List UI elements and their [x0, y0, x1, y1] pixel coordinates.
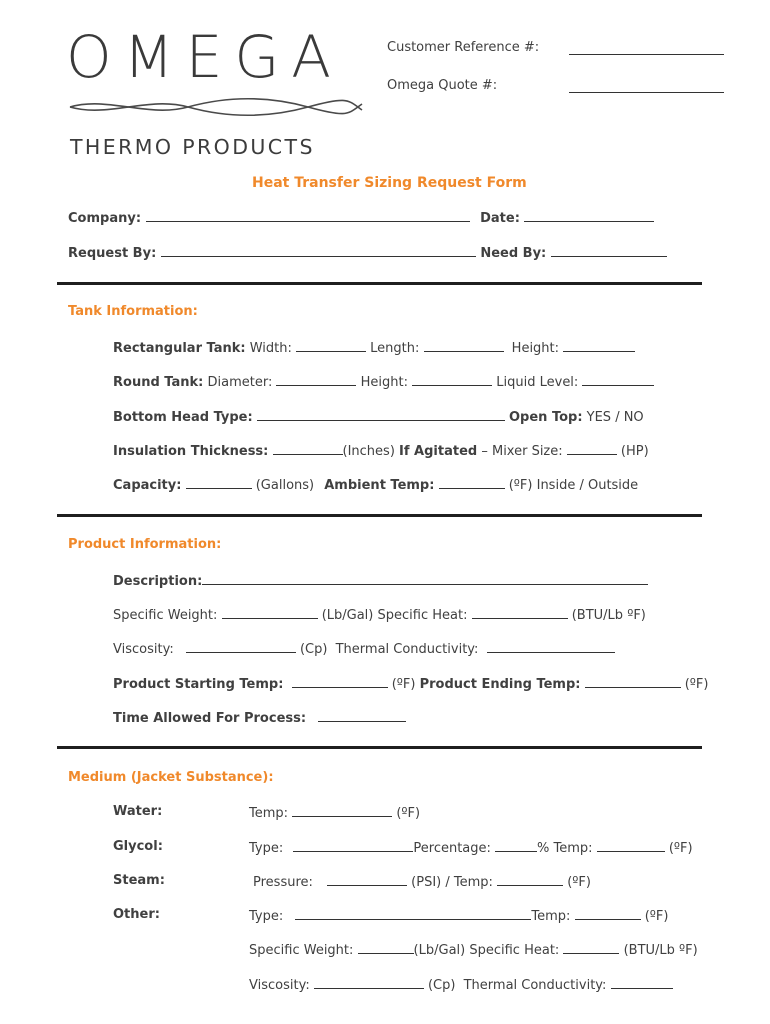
- diameter-label: Diameter:: [207, 375, 273, 390]
- other-thermal-field[interactable]: [611, 976, 673, 989]
- thermal-field[interactable]: [487, 640, 615, 653]
- mixer-size-label: – Mixer Size:: [481, 444, 563, 459]
- time-allowed-label: Time Allowed For Process:: [113, 711, 307, 726]
- height-label: Height:: [511, 341, 560, 356]
- inches-label: (Inches): [342, 444, 395, 459]
- other-specific-heat-field[interactable]: [563, 941, 619, 954]
- liquid-level-field[interactable]: [582, 373, 654, 386]
- other-viscosity-field[interactable]: [314, 976, 424, 989]
- request-by-label: Request By:: [68, 246, 157, 261]
- other-label: Other:: [113, 907, 160, 922]
- other-type-label: Type:: [249, 909, 284, 924]
- need-by-label: Need By:: [480, 246, 547, 261]
- omega-quote-label: Omega Quote #:: [387, 78, 498, 93]
- other-viscosity-row: [249, 976, 673, 993]
- other-specific-weight-field[interactable]: [358, 941, 414, 954]
- glycol-label: Glycol:: [113, 839, 163, 854]
- description-field[interactable]: [202, 572, 648, 585]
- logo-subtitle: THERMO PRODUCTS: [70, 135, 315, 159]
- date-field[interactable]: [524, 209, 654, 222]
- other-specific-weight-label: Specific Weight:: [249, 943, 354, 958]
- if-agitated-label: If Agitated: [399, 444, 478, 459]
- viscosity-label: Viscosity:: [113, 642, 174, 657]
- company-field[interactable]: [146, 209, 470, 222]
- glycol-type-field[interactable]: [293, 839, 413, 852]
- other-temp-label: Temp:: [531, 909, 571, 924]
- specific-weight-label: Specific Weight:: [113, 608, 218, 623]
- percentage-field[interactable]: [495, 839, 537, 852]
- ending-temp-field[interactable]: [585, 675, 681, 688]
- other-cp-label: (Cp): [427, 978, 456, 993]
- steam-label: Steam:: [113, 873, 165, 888]
- other-lb-gal-label: (Lb/Gal) Specific Heat:: [413, 943, 560, 958]
- other-specific-row: [249, 941, 698, 958]
- steam-temp-field[interactable]: [497, 873, 563, 886]
- insulation-field[interactable]: [273, 442, 343, 455]
- date-label: Date:: [480, 211, 520, 226]
- product-heading: Product Information:: [68, 537, 222, 552]
- description-row: [113, 572, 648, 589]
- lb-gal-label: (Lb/Gal): [321, 608, 374, 623]
- water-temp-field[interactable]: [292, 804, 392, 817]
- open-top-label: Open Top:: [508, 410, 583, 425]
- company-row: [68, 209, 654, 226]
- specific-weight-field[interactable]: [222, 606, 318, 619]
- tank-heading: Tank Information:: [68, 304, 198, 319]
- percent-temp-label: % Temp:: [537, 841, 593, 856]
- specific-heat-label: Specific Heat:: [377, 608, 468, 623]
- gallons-label: (Gallons): [255, 478, 315, 493]
- rectangular-label: Rectangular Tank:: [113, 341, 246, 356]
- request-by-field[interactable]: [161, 244, 476, 257]
- other-row: [249, 907, 668, 924]
- bottom-head-field[interactable]: [257, 408, 505, 421]
- round-row: [113, 373, 654, 390]
- ambient-unit: (ºF) Inside / Outside: [508, 478, 639, 493]
- length-field[interactable]: [424, 339, 504, 352]
- section-divider: [57, 282, 702, 285]
- percentage-label: Percentage:: [413, 841, 491, 856]
- time-allowed-row: [113, 709, 406, 726]
- other-viscosity-label: Viscosity:: [249, 978, 310, 993]
- company-label: Company:: [68, 211, 142, 226]
- medium-heading: Medium (Jacket Substance):: [68, 770, 274, 785]
- btu-label: (BTU/Lb ºF): [571, 608, 646, 623]
- starting-temp-field[interactable]: [292, 675, 388, 688]
- thermal-label: Thermal Conductivity:: [335, 642, 479, 657]
- customer-reference-field[interactable]: [569, 54, 724, 55]
- glycol-type-label: Type:: [249, 841, 284, 856]
- ending-temp-unit: (ºF): [684, 677, 709, 692]
- water-temp-unit: (ºF): [396, 806, 421, 821]
- need-by-field[interactable]: [551, 244, 667, 257]
- ambient-label: Ambient Temp:: [324, 478, 435, 493]
- viscosity-row: [113, 640, 615, 657]
- liquid-level-label: Liquid Level:: [496, 375, 579, 390]
- psi-temp-label: (PSI) / Temp:: [411, 875, 493, 890]
- other-thermal-label: Thermal Conductivity:: [463, 978, 607, 993]
- specific-heat-field[interactable]: [472, 606, 568, 619]
- round-label: Round Tank:: [113, 375, 204, 390]
- glycol-row: [249, 839, 693, 856]
- other-temp-field[interactable]: [575, 907, 641, 920]
- form-title: Heat Transfer Sizing Request Form: [252, 175, 527, 191]
- ambient-field[interactable]: [439, 476, 505, 489]
- glycol-temp-field[interactable]: [597, 839, 665, 852]
- water-row: [249, 804, 420, 821]
- length-label: Length:: [370, 341, 420, 356]
- water-label: Water:: [113, 804, 163, 819]
- pressure-field[interactable]: [327, 873, 407, 886]
- logo-wave-icon: [68, 92, 364, 122]
- width-field[interactable]: [296, 339, 366, 352]
- mixer-size-field[interactable]: [567, 442, 617, 455]
- pressure-label: Pressure:: [253, 875, 313, 890]
- other-type-field[interactable]: [295, 907, 531, 920]
- round-height-field[interactable]: [412, 373, 492, 386]
- viscosity-field[interactable]: [186, 640, 296, 653]
- section-divider: [57, 514, 702, 517]
- steam-temp-unit: (ºF): [567, 875, 591, 890]
- insulation-row: [113, 442, 649, 459]
- specific-weight-row: [113, 606, 646, 623]
- capacity-label: Capacity:: [113, 478, 182, 493]
- description-label: Description:: [113, 574, 203, 589]
- width-label: Width:: [249, 341, 292, 356]
- time-allowed-field[interactable]: [318, 709, 406, 722]
- temp-row: [113, 675, 708, 692]
- water-temp-label: Temp:: [249, 806, 289, 821]
- cp-label: (Cp): [299, 642, 328, 657]
- glycol-temp-unit: (ºF): [668, 841, 693, 856]
- open-top-options[interactable]: YES / NO: [586, 410, 644, 425]
- rectangular-row: [113, 339, 635, 356]
- height-field[interactable]: [563, 339, 635, 352]
- request-row: [68, 244, 667, 261]
- section-divider: [57, 746, 702, 749]
- other-btu-label: (BTU/Lb ºF): [623, 943, 698, 958]
- insulation-label: Insulation Thickness:: [113, 444, 269, 459]
- bottom-head-row: [113, 408, 644, 425]
- omega-quote-field[interactable]: [569, 92, 724, 93]
- logo-wordmark: OMEGA: [66, 23, 343, 91]
- diameter-field[interactable]: [276, 373, 356, 386]
- round-height-label: Height:: [360, 375, 408, 390]
- capacity-field[interactable]: [186, 476, 252, 489]
- hp-label: (HP): [620, 444, 649, 459]
- ending-temp-label: Product Ending Temp:: [419, 677, 581, 692]
- customer-reference-label: Customer Reference #:: [387, 40, 540, 55]
- other-temp-unit: (ºF): [644, 909, 669, 924]
- steam-row: [253, 873, 591, 890]
- starting-temp-unit: (ºF): [391, 677, 416, 692]
- capacity-row: [113, 476, 638, 493]
- bottom-head-label: Bottom Head Type:: [113, 410, 253, 425]
- starting-temp-label: Product Starting Temp:: [113, 677, 284, 692]
